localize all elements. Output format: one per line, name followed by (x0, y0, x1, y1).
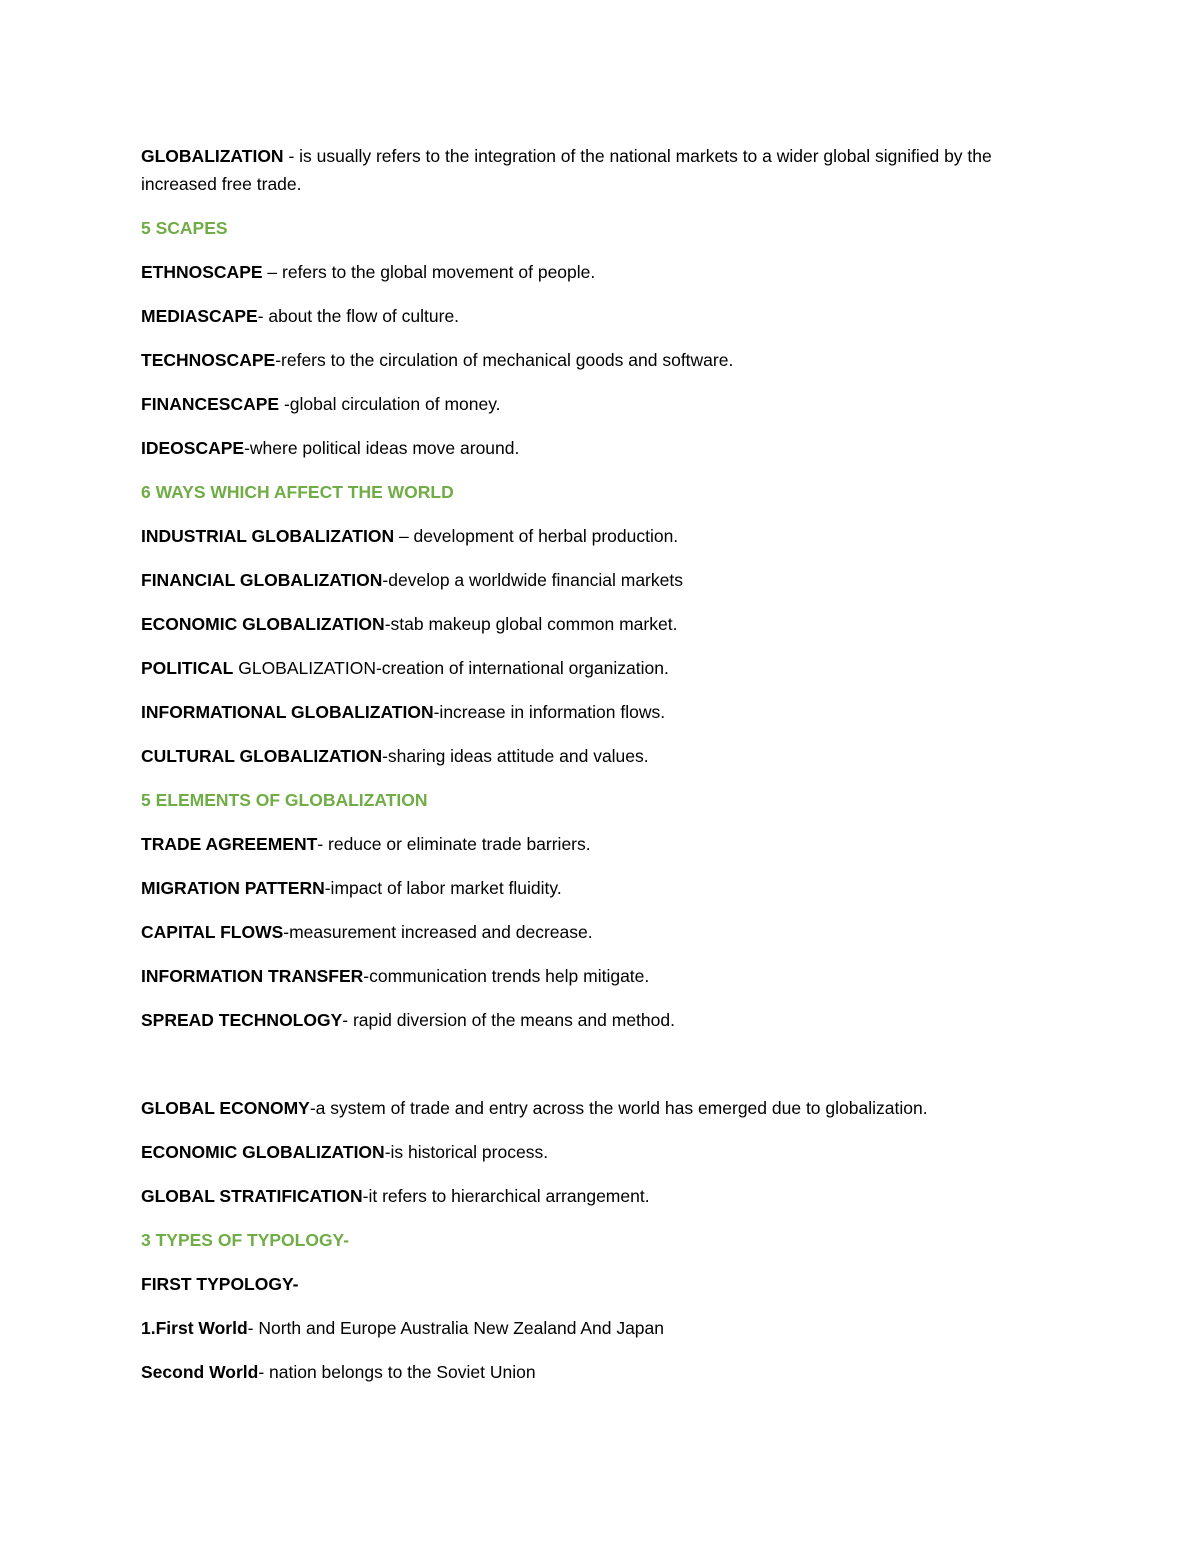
definition: GLOBALIZATION-creation of international organization. (233, 658, 669, 678)
definition-line (141, 742, 1071, 770)
definition-line (141, 874, 1071, 902)
definition: -impact of labor market fluidity. (324, 878, 562, 898)
definition: -sharing ideas attitude and values. (382, 746, 649, 766)
definition-line (141, 1358, 1071, 1386)
definition-line (141, 1314, 1071, 1342)
term: INFORMATION TRANSFER (141, 966, 364, 986)
intro-paragraph (141, 142, 1071, 198)
term: GLOBAL ECONOMY (141, 1098, 310, 1118)
section-heading: 3 TYPES OF TYPOLOGY- (141, 1230, 350, 1250)
term: TECHNOSCAPE (141, 350, 276, 370)
definition: - reduce or eliminate trade barriers. (317, 834, 591, 854)
term: CULTURAL GLOBALIZATION (141, 746, 383, 766)
definition: - is usually refers to the integration of the national markets to a wider global signified by the increased free trade. (141, 146, 992, 194)
definition-line (141, 346, 1071, 374)
definition: -a system of trade and entry across the world has emerged due to globalization. (309, 1098, 928, 1118)
definition: -measurement increased and decrease. (283, 922, 593, 942)
definition: -where political ideas move around. (244, 438, 520, 458)
definition: -stab makeup global common market. (384, 614, 678, 634)
definition: - nation belongs to the Soviet Union (258, 1362, 536, 1382)
term: CAPITAL FLOWS (141, 922, 284, 942)
term: INDUSTRIAL GLOBALIZATION (141, 526, 395, 546)
definition-line (141, 1094, 1071, 1122)
term: ECONOMIC GLOBALIZATION (141, 1142, 385, 1162)
term: ETHNOSCAPE (141, 262, 263, 282)
definition-line (141, 302, 1071, 330)
definition: -global circulation of money. (279, 394, 501, 414)
definition-line (141, 390, 1071, 418)
definition-line (141, 1006, 1071, 1034)
term: 1.First World (141, 1318, 248, 1338)
section-heading: 5 SCAPES (141, 218, 228, 238)
definition-line (141, 610, 1071, 638)
definition: -develop a worldwide financial markets (382, 570, 683, 590)
definition-line (141, 962, 1071, 990)
term: INFORMATIONAL GLOBALIZATION (141, 702, 434, 722)
definition-line (141, 918, 1071, 946)
term: ECONOMIC GLOBALIZATION (141, 614, 385, 634)
definition: - about the flow of culture. (257, 306, 460, 326)
definition: -it refers to hierarchical arrangement. (362, 1186, 650, 1206)
definition-line (141, 698, 1071, 726)
section-heading: 6 WAYS WHICH AFFECT THE WORLD (141, 482, 454, 502)
definition: - North and Europe Australia New Zealand And Japan (247, 1318, 665, 1338)
term: GLOBAL STRATIFICATION (141, 1186, 363, 1206)
definition-line (141, 434, 1071, 462)
definition: - rapid diversion of the means and method. (342, 1010, 675, 1030)
definition-line (141, 258, 1071, 286)
definition-line (141, 1182, 1071, 1210)
definition: – development of herbal production. (394, 526, 679, 546)
definition-line (141, 566, 1071, 594)
subheading: FIRST TYPOLOGY- (141, 1274, 299, 1294)
section-heading: 5 ELEMENTS OF GLOBALIZATION (141, 790, 428, 810)
term: POLITICAL (141, 658, 234, 678)
term: Second World (141, 1362, 259, 1382)
definition: – refers to the global movement of people. (262, 262, 596, 282)
term: FINANCIAL GLOBALIZATION (141, 570, 383, 590)
definition: -is historical process. (384, 1142, 549, 1162)
term: TRADE AGREEMENT (141, 834, 318, 854)
term: GLOBALIZATION (141, 146, 284, 166)
blank-line (141, 1050, 1071, 1094)
term: SPREAD TECHNOLOGY (141, 1010, 343, 1030)
definition-line (141, 830, 1071, 858)
definition: -refers to the circulation of mechanical goods and software. (275, 350, 734, 370)
term: MIGRATION PATTERN (141, 878, 325, 898)
document-page (141, 142, 1071, 1402)
term: IDEOSCAPE (141, 438, 245, 458)
term: MEDIASCAPE (141, 306, 258, 326)
definition-line (141, 1138, 1071, 1166)
definition: -communication trends help mitigate. (363, 966, 650, 986)
definition: -increase in information flows. (433, 702, 666, 722)
definition-line (141, 654, 1071, 682)
term: FINANCESCAPE (141, 394, 280, 414)
definition-line (141, 522, 1071, 550)
